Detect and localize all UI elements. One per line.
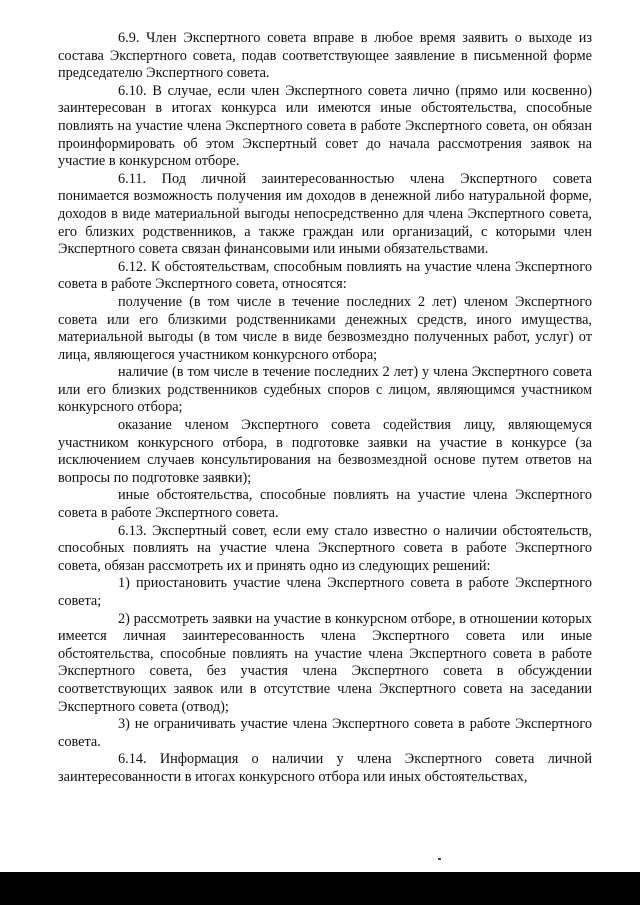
paragraph-6-13-option-3: 3) не ограничивать участие члена Экспертного совета в работе Экспертного совета.: [58, 716, 592, 750]
paragraph-6-11: 6.11. Под личной заинтересованностью члена Экспертного совета понимается возможность получения им доходов в денежной либо натуральной форме, доходов в виде материальной выгоды непосредственно для члена Экспертного совета, его близких родственников, а также граждан или организаций, с которыми член Экспертного совета связан финансовыми или иными обязательствами.: [58, 170, 592, 258]
paragraph-6-12-item-3: оказание членом Экспертного совета содействия лицу, являющемуся участником конкурсного отбора, в подготовке заявки на участие в конкурсе (за исключением случаев консультирования на безвозмездной основе путем ответов на вопросы по подготовке заявки);: [58, 417, 592, 486]
paragraph-6-14: 6.14. Информация о наличии у члена Экспертного совета личной заинтересованности в итогах конкурсного отбора или иных обстоятельствах,: [58, 751, 592, 785]
paragraph-6-12-item-4: иные обстоятельства, способные повлиять на участие члена Экспертного совета в работе Экспертного совета.: [58, 487, 592, 522]
scan-bottom-edge: [0, 872, 640, 905]
document-body: [58, 30, 592, 787]
paragraph-6-13-option-1: 1) приостановить участие члена Экспертного совета в работе Экспертного совета;: [58, 575, 592, 609]
scan-speck: [438, 858, 441, 860]
paragraph-6-12-item-1: получение (в том числе в течение последних 2 лет) членом Экспертного совета или его близкими родственниками денежных средств, иного имущества, материальной выгоды (в том числе в виде безвозмездно полученных работ, услуг) от лица, являющегося участником конкурсного отбора;: [58, 293, 592, 363]
paragraph-6-12-item-2: наличие (в том числе в течение последних 2 лет) у члена Экспертного совета или его близких родственников судебных споров с лицом, являющимся участником конкурсного отбора;: [58, 364, 592, 416]
paragraph-6-13-option-2: 2) рассмотреть заявки на участие в конкурсном отборе, в отношении которых имеется личная заинтересованность члена Экспертного совета или иные обстоятельства, способные повлиять на участие члена Экспертного совета в работе Экспертного совета, без участия члена Экспертного совета в обсуждении соответствующих заявок или в отсутствие члена Экспертного совета на заседании Экспертного совета (отвод);: [58, 610, 592, 715]
paragraph-6-10: 6.10. В случае, если член Экспертного совета лично (прямо или косвенно) заинтересован в итогах конкурса или имеются иные обстоятельства, способные повлиять на участие члена Экспертного совета в работе Экспертного совета, он обязан проинформировать об этом Экспертный совет до начала рассмотрения заявок на участие в конкурсном отборе.: [58, 82, 592, 170]
paragraph-6-12: 6.12. К обстоятельствам, способным повлиять на участие члена Экспертного совета в работе Экспертного совета, относятся:: [58, 258, 592, 293]
paragraph-6-13: 6.13. Экспертный совет, если ему стало известно о наличии обстоятельств, способных повлиять на участие члена Экспертного совета в работе Экспертного совета, обязан рассмотреть их и принять одно из следующих решений:: [58, 522, 592, 574]
paragraph-6-9: 6.9. Член Экспертного совета вправе в любое время заявить о выходе из состава Экспертного совета, подав соответствующее заявление в письменной форме председателю Экспертного совета.: [58, 30, 592, 82]
